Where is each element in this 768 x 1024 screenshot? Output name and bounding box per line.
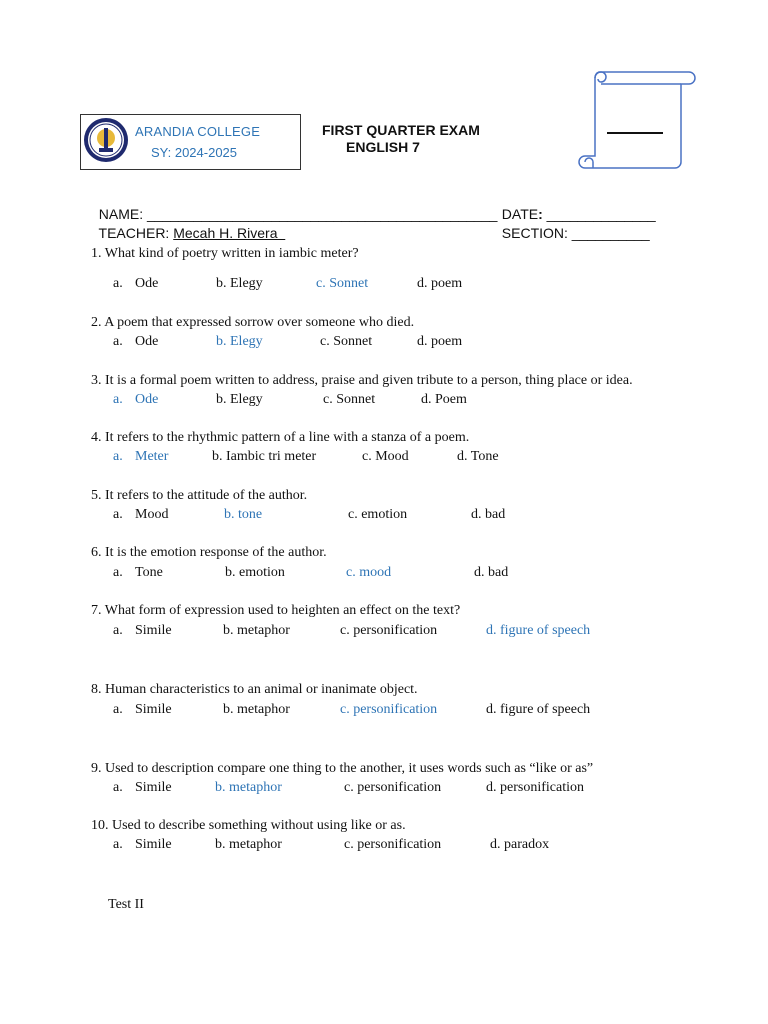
question-8: 8. Human characteristics to an animal or inanimate object. xyxy=(91,682,418,697)
school-name: ARANDIA COLLEGE xyxy=(135,124,261,139)
question-7: 7. What form of expression used to heighten an effect on the text? xyxy=(91,603,461,618)
teacher-name: Mecah H. Rivera xyxy=(173,225,286,241)
option-b[interactable]: b. Elegy xyxy=(216,276,263,291)
school-year: SY: 2024-2025 xyxy=(151,145,238,160)
option-d[interactable]: d. bad xyxy=(471,507,506,522)
date-blank[interactable]: ______________ xyxy=(542,206,656,222)
question-5: 5. It refers to the attitude of the author. xyxy=(91,488,308,503)
option-b[interactable]: b. metaphor xyxy=(223,623,290,638)
option-d[interactable]: d. personification xyxy=(486,780,584,795)
option-a[interactable]: Simile xyxy=(135,702,172,717)
date-label: DATE xyxy=(501,206,539,222)
option-letter-a: a. xyxy=(113,565,123,580)
option-letter-a: a. xyxy=(113,507,123,522)
option-c[interactable]: c. personification xyxy=(340,623,438,638)
option-letter-a: a. xyxy=(113,334,123,349)
option-a[interactable]: Simile xyxy=(135,780,172,795)
option-letter-a: a. xyxy=(113,837,123,852)
option-a[interactable]: Simile xyxy=(135,837,172,852)
name-blank[interactable]: _____________________________________________ xyxy=(147,206,498,222)
option-c[interactable]: c. Mood xyxy=(362,449,409,464)
option-c-answer[interactable]: c. Sonnet xyxy=(316,276,369,291)
option-a[interactable]: Tone xyxy=(135,565,163,580)
section-blank[interactable]: __________ xyxy=(571,225,650,241)
option-a[interactable]: Ode xyxy=(135,334,159,349)
option-letter-a-answer: a. xyxy=(113,449,123,464)
exam-subject: ENGLISH 7 xyxy=(346,139,420,155)
teacher-field xyxy=(91,209,285,241)
option-d[interactable]: d. paradox xyxy=(490,837,550,852)
question-10: 10. Used to describe something without using like or as. xyxy=(91,818,406,833)
score-scroll-icon xyxy=(577,66,697,178)
option-c-answer[interactable]: c. mood xyxy=(346,565,392,580)
test-ii-heading: Test II xyxy=(108,897,144,912)
option-letter-a: a. xyxy=(113,702,123,717)
option-b-answer[interactable]: b. Elegy xyxy=(216,334,263,349)
question-4: 4. It refers to the rhythmic pattern of a line with a stanza of a poem. xyxy=(91,430,470,445)
question-3: 3. It is a formal poem written to address, praise and given tribute to a person, thing place or idea. xyxy=(91,373,633,388)
question-1: 1. What kind of poetry written in iambic meter? xyxy=(91,246,359,261)
option-b[interactable]: b. metaphor xyxy=(223,702,290,717)
option-c[interactable]: c. emotion xyxy=(348,507,408,522)
option-d[interactable]: d. poem xyxy=(417,276,463,291)
question-2: 2. A poem that expressed sorrow over someone who died. xyxy=(91,315,415,330)
option-b[interactable]: b. Iambic tri meter xyxy=(212,449,317,464)
question-6: 6. It is the emotion response of the author. xyxy=(91,545,327,560)
option-b-answer[interactable]: b. tone xyxy=(224,507,263,522)
option-c[interactable]: c. Sonnet xyxy=(320,334,373,349)
option-a-answer[interactable]: Meter xyxy=(135,449,169,464)
option-a[interactable]: Mood xyxy=(135,507,169,522)
option-letter-a: a. xyxy=(113,623,123,638)
option-b[interactable]: b. emotion xyxy=(225,565,285,580)
option-c-answer[interactable]: c. personification xyxy=(340,702,438,717)
score-blank-line[interactable] xyxy=(607,132,663,134)
option-letter-a-answer: a. xyxy=(113,392,123,407)
college-seal-icon xyxy=(82,114,130,166)
option-a[interactable]: Ode xyxy=(135,276,159,291)
option-letter-a: a. xyxy=(113,276,123,291)
option-c[interactable]: c. Sonnet xyxy=(323,392,376,407)
option-c[interactable]: c. personification xyxy=(344,837,442,852)
option-b-answer[interactable]: b. metaphor xyxy=(215,780,282,795)
option-d[interactable]: d. figure of speech xyxy=(486,702,591,717)
option-b[interactable]: b. metaphor xyxy=(215,837,282,852)
date-colon: : xyxy=(538,206,543,222)
name-label: NAME: xyxy=(98,206,148,222)
option-a-answer[interactable]: Ode xyxy=(135,392,159,407)
option-letter-a: a. xyxy=(113,780,123,795)
section-label: SECTION: xyxy=(501,225,572,241)
option-a[interactable]: Simile xyxy=(135,623,172,638)
question-9: 9. Used to description compare one thing to the another, it uses words such as “like or as” xyxy=(91,761,594,776)
exam-title: FIRST QUARTER EXAM xyxy=(322,122,480,138)
option-d-answer[interactable]: d. figure of speech xyxy=(486,623,591,638)
section-field[interactable] xyxy=(494,209,650,241)
teacher-label: TEACHER: xyxy=(98,225,174,241)
option-d[interactable]: d. poem xyxy=(417,334,463,349)
option-d[interactable]: d. bad xyxy=(474,565,509,580)
option-b[interactable]: b. Elegy xyxy=(216,392,263,407)
option-d[interactable]: d. Poem xyxy=(421,392,467,407)
option-c[interactable]: c. personification xyxy=(344,780,442,795)
option-d[interactable]: d. Tone xyxy=(457,449,499,464)
